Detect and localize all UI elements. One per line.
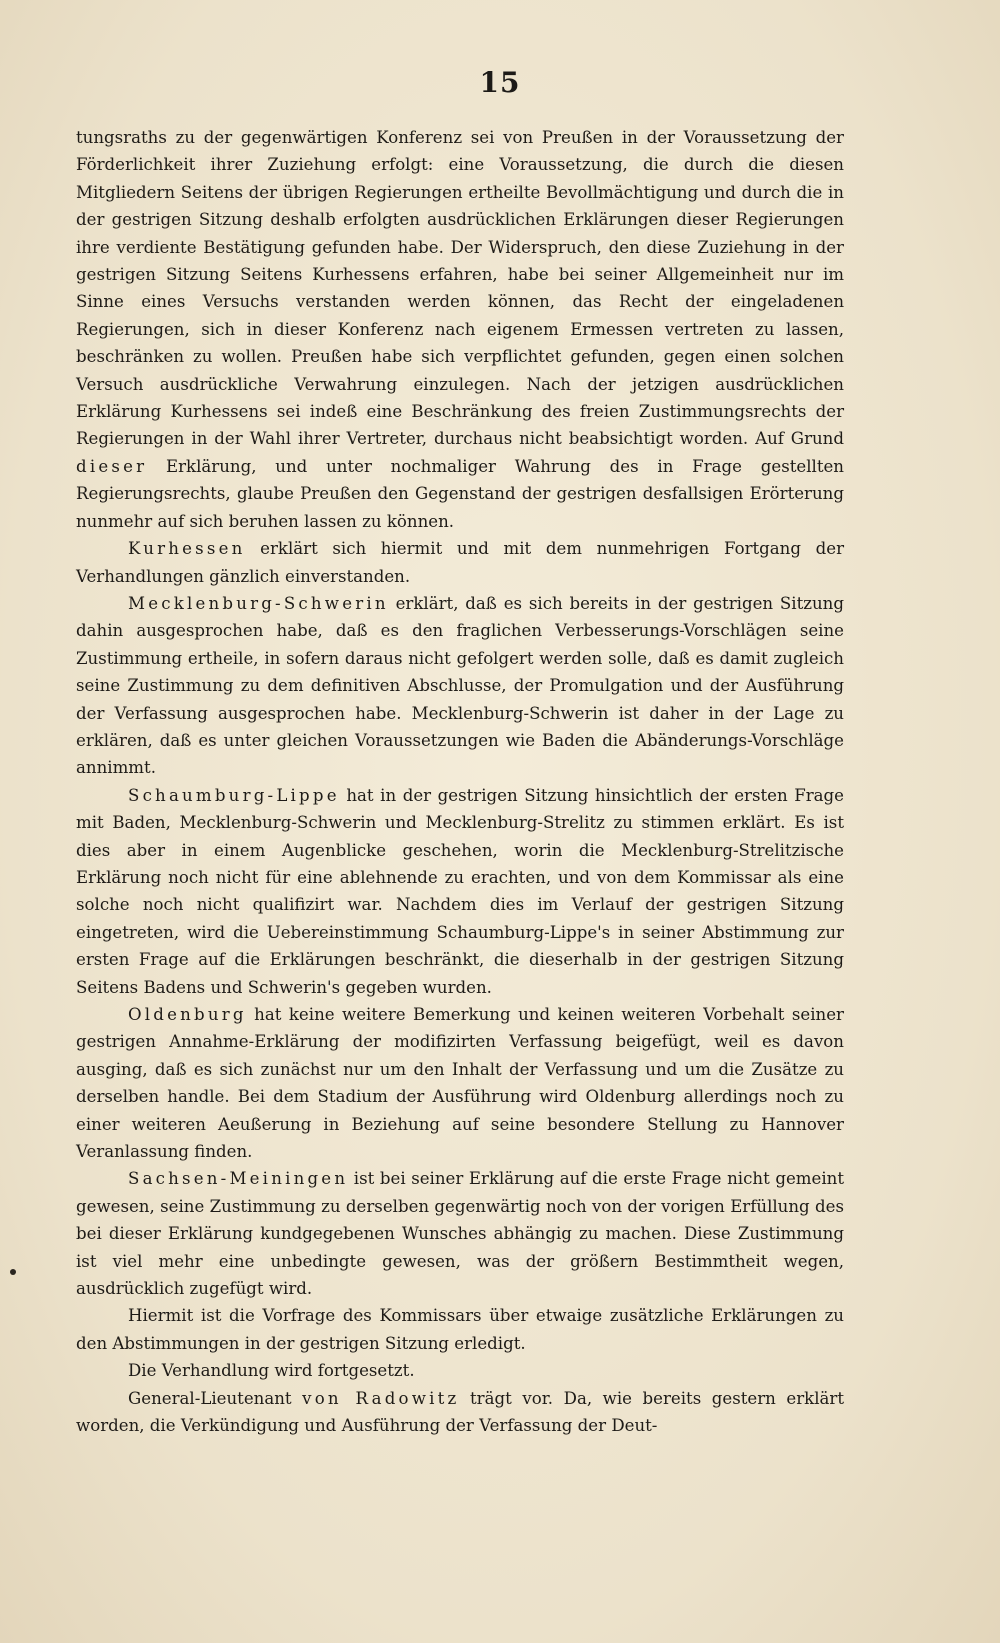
paragraph xyxy=(76,782,844,1001)
text-run: trägt vor. Da, wie bereits gestern erklärt worden, die Verkündigung und Ausführung der Verfassung der Deut- xyxy=(76,1388,845,1436)
spaced-name: Kurhessen xyxy=(128,539,246,559)
paragraph xyxy=(76,590,844,782)
spaced-name: dieser xyxy=(76,456,148,476)
text-run: ist bei seiner Erklärung auf die erste Frage nicht gemeint gewesen, seine Zustimmung zu derselben gegenwärtig noch von der vorigen Erfüllung des bei dieser Erklärung kundgegebenen Wunsches abhängig zu machen. Diese Zustimmung ist viel mehr eine unbedingte gewesen, was der größern Bestimmtheit wegen, ausdrücklich zugefügt wird. xyxy=(76,1169,844,1299)
text-run: Hiermit ist die Vorfrage des Kommissars über etwaige zusätzliche Erklärungen zu den Abstimmungen in der gestrigen Sitzung erledigt. xyxy=(76,1306,844,1353)
paragraph xyxy=(76,1165,844,1302)
spaced-name: Sachsen-Meiningen xyxy=(128,1169,349,1189)
paragraph xyxy=(76,124,844,535)
paragraph xyxy=(76,1001,844,1165)
body-text xyxy=(76,124,844,1440)
spaced-name: Schaumburg-Lippe xyxy=(128,785,340,805)
text-run: tungsraths zu der gegenwärtigen Konferenz sei von Preußen in der Voraussetzung der Förderlichkeit ihrer Zuziehung erfolgt: eine Voraussetzung, die durch die diesen Mitgliedern Seitens der übrigen Regierungen ertheilte Bevollmächtigung und durch die in der gestrigen Sitzung deshalb erfolgten ausdrücklichen Erklärungen dieser Regierungen ihre verdiente Bestätigung gefunden habe. Der Widerspruch, den diese Zuziehung in der gestrigen Sitzung Seitens Kurhessens erfahren, habe bei seiner Allgemeinheit nur im Sinne eines Versuchs verstanden werden können, das Recht der eingeladenen Regierungen, sich in dieser Konferenz nach eigenem Ermessen vertreten zu lassen, beschränken zu wollen. Preußen habe sich verpflichtet gefunden, gegen einen solchen Versuch ausdrückliche Verwahrung einzulegen. Nach der jetzigen ausdrücklichen Erklärung Kurhessens sei indeß eine Beschränkung des freien Zustimmungsrechts der Regierungen in der Wahl ihrer Vertreter, durchaus nicht beabsichtigt worden. Auf Grund xyxy=(76,128,844,449)
text-run: Die Verhandlung wird fortgesetzt. xyxy=(128,1361,415,1381)
text-run: General-Lieutenant xyxy=(128,1388,303,1408)
text-run: erklärt, daß es sich bereits in der gestrigen Sitzung dahin ausgesprochen habe, daß es den fraglichen Verbesserungs-Vorschlägen seine Zustimmung ertheile, in sofern daraus nicht gefolgert werden solle, daß es damit zugleich seine Zustimmung zu dem definitiven Abschlusse, der Promulgation und der Ausführung der Verfassung ausgesprochen habe. Mecklenburg-Schwerin ist daher in der Lage zu erklären, daß es unter gleichen Voraussetzungen wie Baden die Abänderungs-Vorschläge annimmt. xyxy=(76,593,844,778)
text-run: erklärt sich hiermit und mit dem nunmehrigen Fortgang der Verhandlungen gänzlich einverstanden. xyxy=(76,539,844,586)
paragraph xyxy=(76,535,844,590)
text-run: hat keine weitere Bemerkung und keinen weiteren Vorbehalt seiner gestrigen Annahme-Erklärung der modifizirten Verfassung beigefügt, weil es davon ausging, daß es sich zunächst nur um den Inhalt der Verfassung und um die Zusätze zu derselben handle. Bei dem Stadium der Ausführung wird Oldenburg allerdings noch zu einer weiteren Aeußerung in Beziehung auf seine besondere Stellung zu Hannover Veranlassung finden. xyxy=(76,1005,844,1162)
text-run: hat in der gestrigen Sitzung hinsichtlich der ersten Frage mit Baden, Mecklenburg-Schwerin und Mecklenburg-Strelitz zu stimmen erklärt. Es ist dies aber in einem Augenblicke geschehen, worin die Mecklenburg-Strelitzische Erklärung noch nicht für eine ablehnende zu erachten, und von dem Kommissar als eine solche noch nicht qualifizirt war. Nachdem dies im Verlauf der gestrigen Sitzung eingetreten, wird die Uebereinstimmung Schaumburg-Lippe's in seiner Abstimmung zur ersten Frage auf die Erklärungen beschränkt, die dieserhalb in der gestrigen Sitzung Seitens Badens und Schwerin's gegeben wurden. xyxy=(76,785,844,997)
paragraph xyxy=(76,1357,844,1384)
paragraph xyxy=(76,1302,844,1357)
spaced-name: von Radowitz xyxy=(302,1388,460,1408)
paragraph xyxy=(76,1385,844,1440)
text-run: Erklärung, und unter nochmaliger Wahrung des in Frage gestellten Regierungsrechts, glaube Preußen den Gegenstand der gestrigen desfallsigen Erörterung nunmehr auf sich beruhen lassen zu können. xyxy=(76,456,844,531)
spaced-name: Mecklenburg-Schwerin xyxy=(128,593,389,613)
margin-ink-mark xyxy=(10,1269,16,1275)
page-number: 15 xyxy=(479,66,521,99)
spaced-name: Oldenburg xyxy=(128,1005,247,1024)
